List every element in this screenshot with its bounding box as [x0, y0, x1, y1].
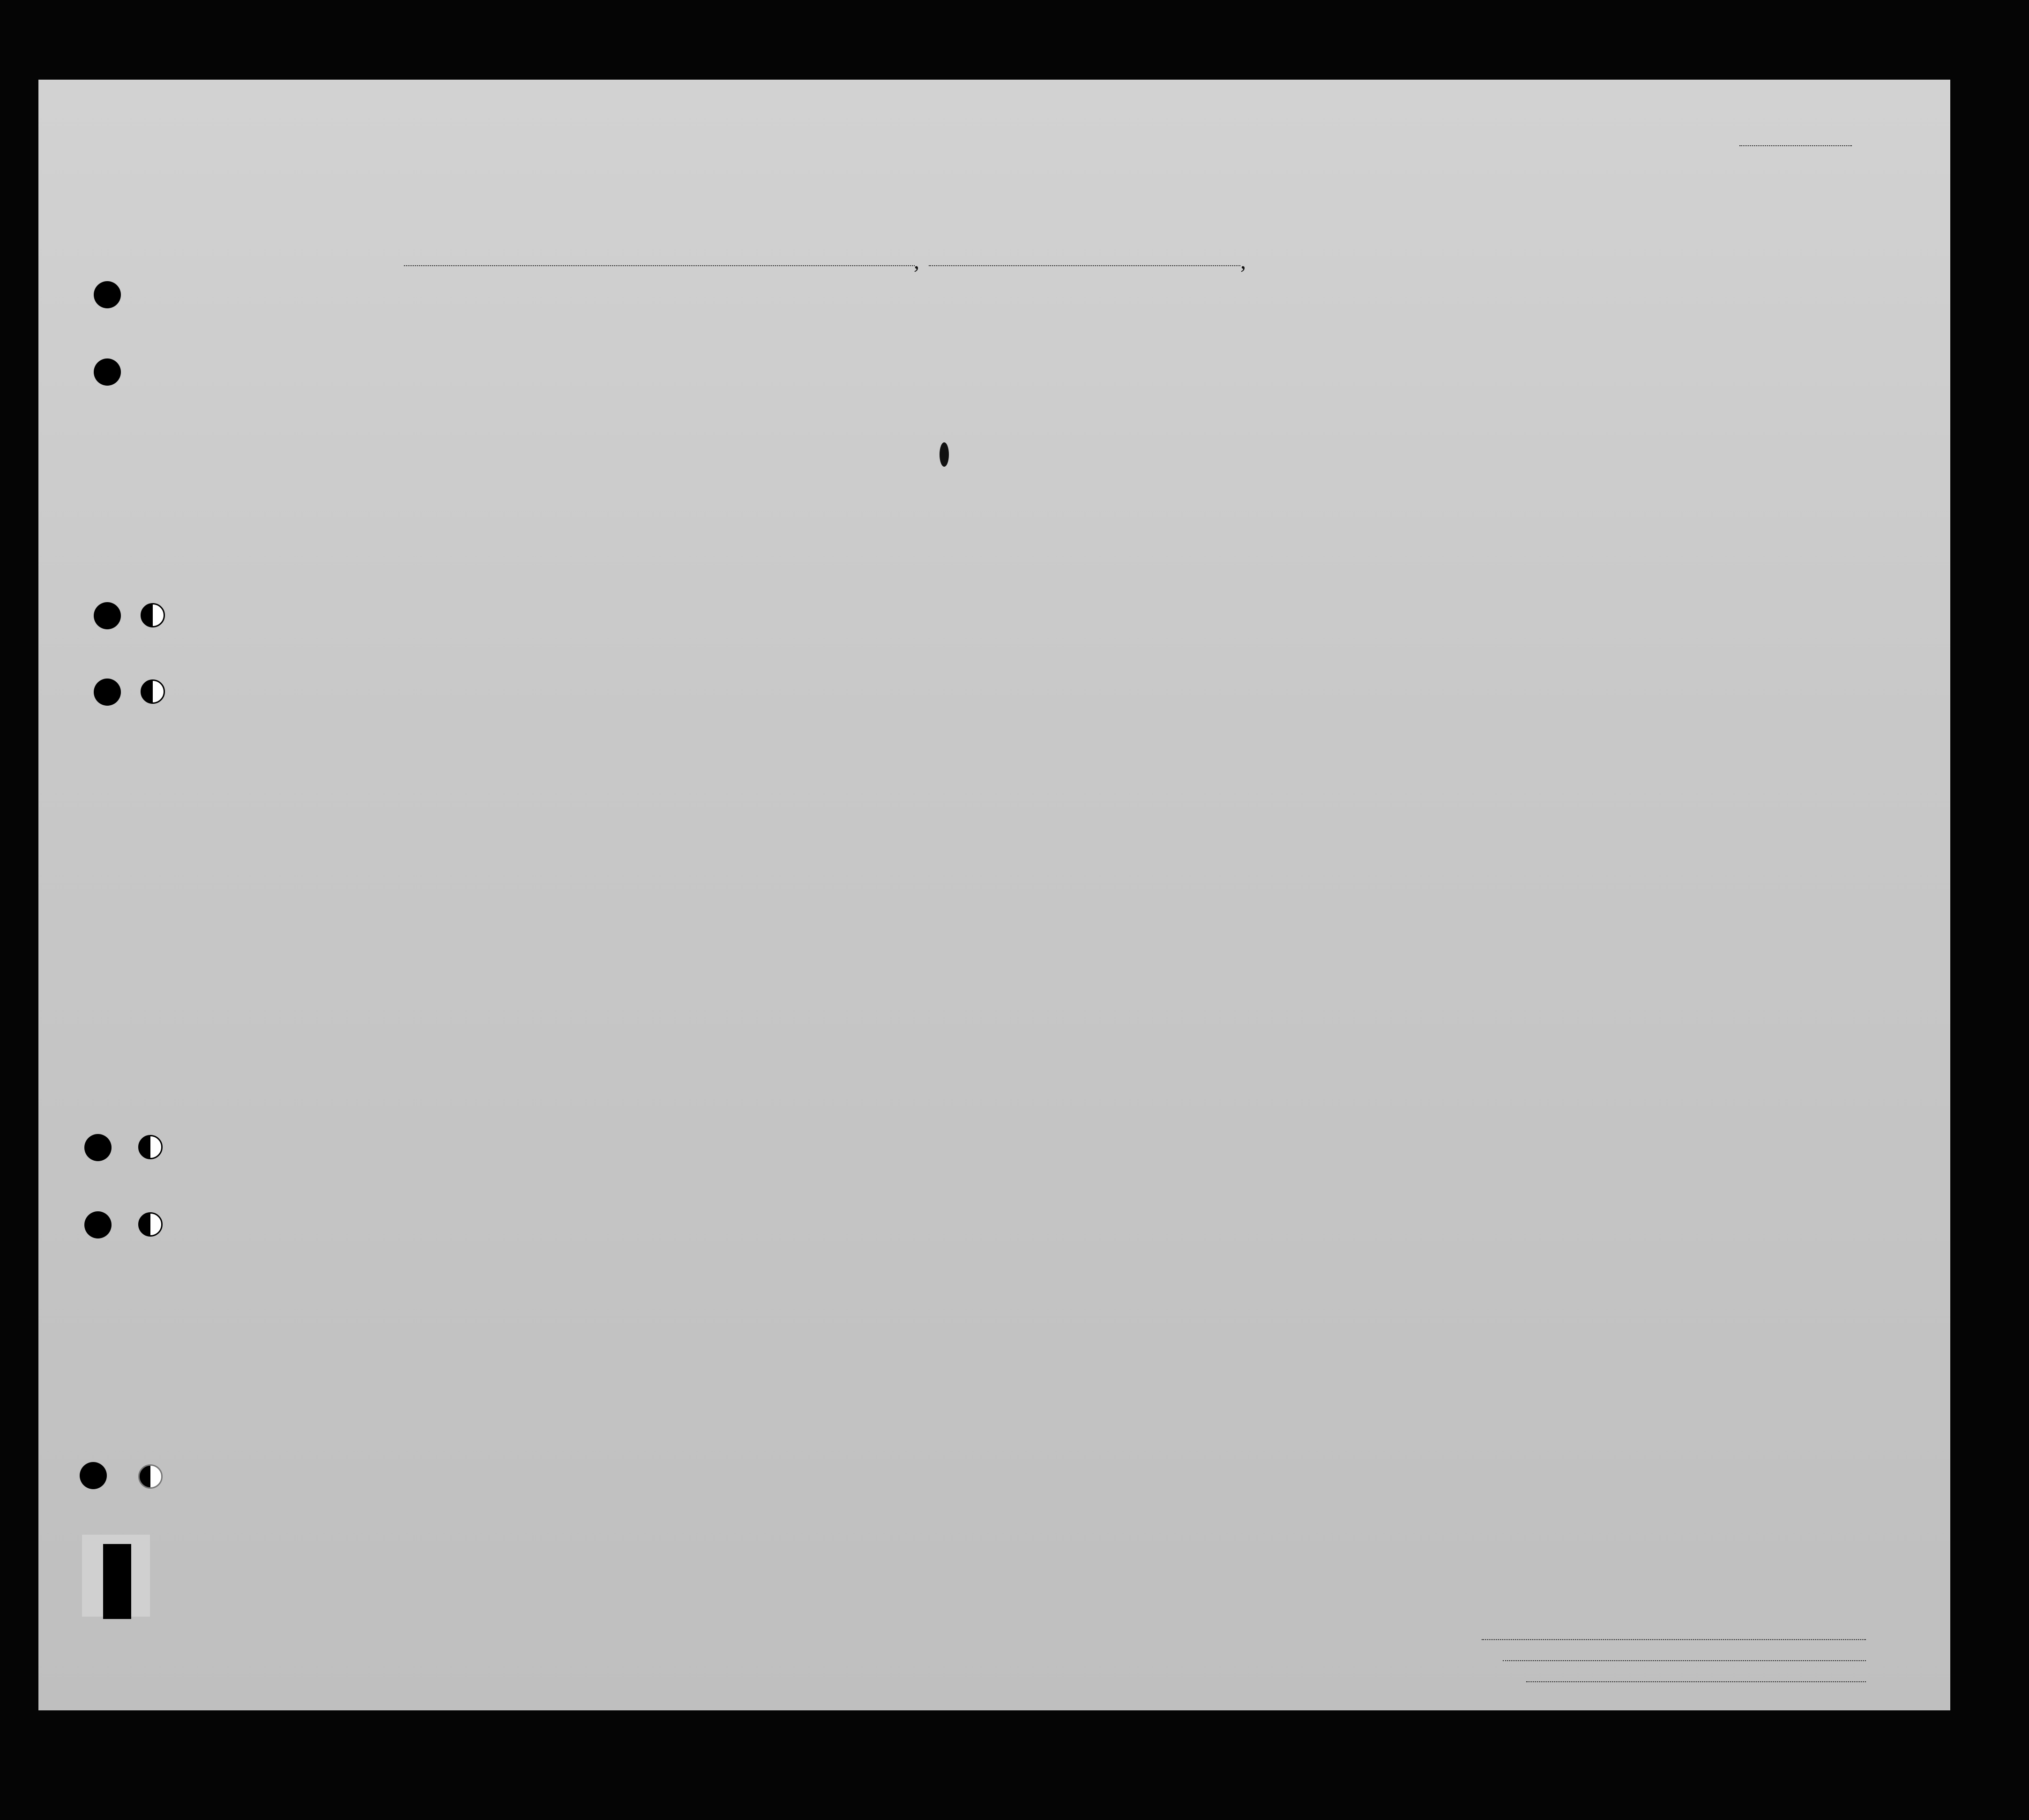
binding-hole: [94, 358, 121, 386]
port-line: [404, 265, 915, 266]
binding-hole: [141, 679, 165, 704]
list-number-line: [1739, 145, 1852, 146]
binding-hole: [94, 679, 121, 706]
agents-field: [1526, 1681, 1866, 1682]
binding-hole: [138, 1212, 163, 1237]
binding-hole: [94, 281, 121, 308]
binding-hole: [84, 1211, 112, 1238]
owners-field: [1503, 1660, 1866, 1661]
binding-hole: [84, 1134, 112, 1161]
manifest-sheet: [38, 80, 1950, 1710]
binding-hole: [138, 1135, 163, 1159]
line-field: [1482, 1639, 1866, 1640]
binding-hole: [80, 1462, 107, 1489]
binding-hole: [138, 1464, 163, 1489]
ink-drop-mark: [937, 440, 951, 469]
ruled-grid: [38, 80, 1950, 1710]
binding-hole: [141, 603, 165, 627]
date-line: [929, 265, 1240, 266]
comma-2: ,: [1240, 249, 1246, 274]
binding-hole: [94, 602, 121, 629]
comma: ,: [914, 249, 919, 274]
torn-corner: [82, 1535, 150, 1617]
